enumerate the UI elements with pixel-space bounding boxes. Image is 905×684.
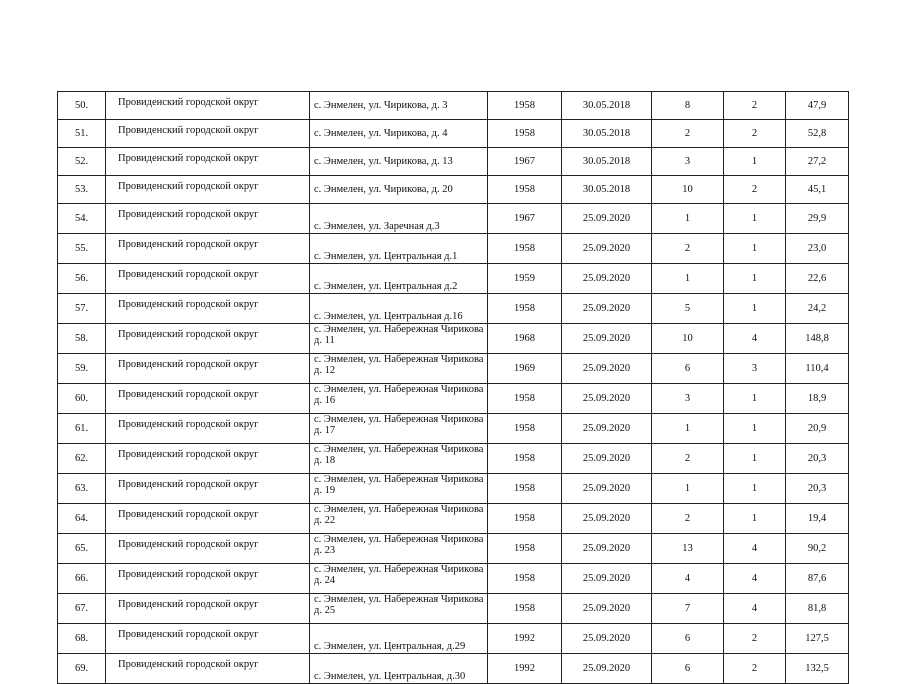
row-number-cell: 59. (58, 354, 106, 384)
build-year-cell: 1958 (488, 234, 562, 264)
recognition-date-cell: 25.09.2020 (562, 264, 652, 294)
flats-count-cell: 4 (724, 534, 786, 564)
flats-count-cell: 2 (724, 654, 786, 684)
area-cell: 27,2 (786, 148, 849, 176)
build-year-cell: 1958 (488, 444, 562, 474)
district-cell: Провиденский городской округ (106, 204, 310, 234)
table-row (58, 294, 849, 324)
table-row (58, 204, 849, 234)
recognition-date-cell: 25.09.2020 (562, 354, 652, 384)
district-cell: Провиденский городской округ (106, 120, 310, 148)
build-year-cell: 1967 (488, 204, 562, 234)
flats-count-cell: 1 (724, 234, 786, 264)
row-number-cell: 69. (58, 654, 106, 684)
flats-count-cell: 2 (724, 176, 786, 204)
address-cell: с. Энмелен, ул. Набережная Чирикова д. 12 (310, 354, 488, 384)
build-year-cell: 1992 (488, 654, 562, 684)
area-cell: 23,0 (786, 234, 849, 264)
area-cell: 45,1 (786, 176, 849, 204)
district-cell: Провиденский городской округ (106, 564, 310, 594)
table-row (58, 654, 849, 684)
row-number-cell: 54. (58, 204, 106, 234)
district-cell: Провиденский городской округ (106, 594, 310, 624)
district-cell: Провиденский городской округ (106, 414, 310, 444)
area-cell: 127,5 (786, 624, 849, 654)
row-number-cell: 62. (58, 444, 106, 474)
housing-registry-table (57, 91, 849, 684)
row-number-cell: 56. (58, 264, 106, 294)
area-cell: 29,9 (786, 204, 849, 234)
table-row (58, 504, 849, 534)
area-cell: 52,8 (786, 120, 849, 148)
build-year-cell: 1959 (488, 264, 562, 294)
address-cell: с. Энмелен, ул. Набережная Чирикова д. 16 (310, 384, 488, 414)
recognition-date-cell: 25.09.2020 (562, 654, 652, 684)
recognition-date-cell: 30.05.2018 (562, 120, 652, 148)
row-number-cell: 60. (58, 384, 106, 414)
address-cell: с. Энмелен, ул. Набережная Чирикова д. 19 (310, 474, 488, 504)
residents-count-cell: 2 (652, 120, 724, 148)
area-cell: 47,9 (786, 92, 849, 120)
residents-count-cell: 3 (652, 384, 724, 414)
residents-count-cell: 6 (652, 354, 724, 384)
table-row (58, 414, 849, 444)
build-year-cell: 1958 (488, 384, 562, 414)
residents-count-cell: 6 (652, 624, 724, 654)
row-number-cell: 68. (58, 624, 106, 654)
flats-count-cell: 1 (724, 384, 786, 414)
table-row (58, 148, 849, 176)
flats-count-cell: 4 (724, 564, 786, 594)
flats-count-cell: 4 (724, 594, 786, 624)
recognition-date-cell: 25.09.2020 (562, 384, 652, 414)
address-cell: с. Энмелен, ул. Набережная Чирикова д. 18 (310, 444, 488, 474)
flats-count-cell: 2 (724, 92, 786, 120)
address-cell: с. Энмелен, ул. Чирикова, д. 13 (310, 148, 488, 176)
flats-count-cell: 3 (724, 354, 786, 384)
build-year-cell: 1958 (488, 120, 562, 148)
recognition-date-cell: 25.09.2020 (562, 414, 652, 444)
district-cell: Провиденский городской округ (106, 624, 310, 654)
build-year-cell: 1968 (488, 324, 562, 354)
area-cell: 19,4 (786, 504, 849, 534)
address-cell: с. Энмелен, ул. Чирикова, д. 3 (310, 92, 488, 120)
address-cell: с. Энмелен, ул. Центральная д.16 (310, 294, 488, 324)
address-cell: с. Энмелен, ул. Набережная Чирикова д. 23 (310, 534, 488, 564)
recognition-date-cell: 25.09.2020 (562, 324, 652, 354)
table-row (58, 92, 849, 120)
district-cell: Провиденский городской округ (106, 234, 310, 264)
area-cell: 20,3 (786, 474, 849, 504)
address-cell: с. Энмелен, ул. Центральная, д.30 (310, 654, 488, 684)
build-year-cell: 1958 (488, 92, 562, 120)
table-body (58, 92, 849, 684)
address-cell: с. Энмелен, ул. Набережная Чирикова д. 22 (310, 504, 488, 534)
build-year-cell: 1958 (488, 564, 562, 594)
residents-count-cell: 10 (652, 176, 724, 204)
district-cell: Провиденский городской округ (106, 92, 310, 120)
table-row (58, 234, 849, 264)
flats-count-cell: 1 (724, 204, 786, 234)
address-cell: с. Энмелен, ул. Набережная Чирикова д. 25 (310, 594, 488, 624)
recognition-date-cell: 25.09.2020 (562, 204, 652, 234)
residents-count-cell: 1 (652, 204, 724, 234)
row-number-cell: 53. (58, 176, 106, 204)
table-row (58, 624, 849, 654)
address-cell: с. Энмелен, ул. Чирикова, д. 20 (310, 176, 488, 204)
district-cell: Провиденский городской округ (106, 148, 310, 176)
row-number-cell: 61. (58, 414, 106, 444)
residents-count-cell: 6 (652, 654, 724, 684)
residents-count-cell: 2 (652, 504, 724, 534)
area-cell: 87,6 (786, 564, 849, 594)
area-cell: 20,3 (786, 444, 849, 474)
area-cell: 22,6 (786, 264, 849, 294)
residents-count-cell: 8 (652, 92, 724, 120)
build-year-cell: 1992 (488, 624, 562, 654)
build-year-cell: 1967 (488, 148, 562, 176)
build-year-cell: 1958 (488, 474, 562, 504)
table-row (58, 264, 849, 294)
flats-count-cell: 1 (724, 414, 786, 444)
build-year-cell: 1969 (488, 354, 562, 384)
recognition-date-cell: 25.09.2020 (562, 444, 652, 474)
row-number-cell: 63. (58, 474, 106, 504)
row-number-cell: 55. (58, 234, 106, 264)
row-number-cell: 64. (58, 504, 106, 534)
district-cell: Провиденский городской округ (106, 384, 310, 414)
district-cell: Провиденский городской округ (106, 264, 310, 294)
address-cell: с. Энмелен, ул. Набережная Чирикова д. 17 (310, 414, 488, 444)
residents-count-cell: 7 (652, 594, 724, 624)
flats-count-cell: 1 (724, 264, 786, 294)
build-year-cell: 1958 (488, 176, 562, 204)
area-cell: 132,5 (786, 654, 849, 684)
address-cell: с. Энмелен, ул. Набережная Чирикова д. 11 (310, 324, 488, 354)
flats-count-cell: 2 (724, 120, 786, 148)
district-cell: Провиденский городской округ (106, 654, 310, 684)
district-cell: Провиденский городской округ (106, 504, 310, 534)
district-cell: Провиденский городской округ (106, 444, 310, 474)
residents-count-cell: 5 (652, 294, 724, 324)
flats-count-cell: 1 (724, 444, 786, 474)
table-row (58, 534, 849, 564)
table-row (58, 564, 849, 594)
recognition-date-cell: 25.09.2020 (562, 234, 652, 264)
area-cell: 24,2 (786, 294, 849, 324)
residents-count-cell: 4 (652, 564, 724, 594)
row-number-cell: 50. (58, 92, 106, 120)
recognition-date-cell: 30.05.2018 (562, 92, 652, 120)
recognition-date-cell: 25.09.2020 (562, 534, 652, 564)
area-cell: 18,9 (786, 384, 849, 414)
area-cell: 110,4 (786, 354, 849, 384)
row-number-cell: 67. (58, 594, 106, 624)
residents-count-cell: 2 (652, 444, 724, 474)
flats-count-cell: 1 (724, 504, 786, 534)
table-row (58, 474, 849, 504)
address-cell: с. Энмелен, ул. Центральная, д.29 (310, 624, 488, 654)
build-year-cell: 1958 (488, 504, 562, 534)
address-cell: с. Энмелен, ул. Центральная д.1 (310, 234, 488, 264)
row-number-cell: 51. (58, 120, 106, 148)
recognition-date-cell: 25.09.2020 (562, 624, 652, 654)
district-cell: Провиденский городской округ (106, 176, 310, 204)
district-cell: Провиденский городской округ (106, 474, 310, 504)
table-row (58, 384, 849, 414)
area-cell: 20,9 (786, 414, 849, 444)
recognition-date-cell: 25.09.2020 (562, 594, 652, 624)
residents-count-cell: 1 (652, 264, 724, 294)
build-year-cell: 1958 (488, 594, 562, 624)
district-cell: Провиденский городской округ (106, 324, 310, 354)
area-cell: 90,2 (786, 534, 849, 564)
row-number-cell: 66. (58, 564, 106, 594)
area-cell: 148,8 (786, 324, 849, 354)
build-year-cell: 1958 (488, 534, 562, 564)
flats-count-cell: 2 (724, 624, 786, 654)
table-row (58, 594, 849, 624)
residents-count-cell: 13 (652, 534, 724, 564)
recognition-date-cell: 25.09.2020 (562, 474, 652, 504)
row-number-cell: 58. (58, 324, 106, 354)
flats-count-cell: 4 (724, 324, 786, 354)
address-cell: с. Энмелен, ул. Набережная Чирикова д. 24 (310, 564, 488, 594)
flats-count-cell: 1 (724, 148, 786, 176)
district-cell: Провиденский городской округ (106, 354, 310, 384)
row-number-cell: 57. (58, 294, 106, 324)
residents-count-cell: 2 (652, 234, 724, 264)
district-cell: Провиденский городской округ (106, 294, 310, 324)
table-row (58, 324, 849, 354)
table-row (58, 176, 849, 204)
table-row (58, 354, 849, 384)
address-cell: с. Энмелен, ул. Чирикова, д. 4 (310, 120, 488, 148)
build-year-cell: 1958 (488, 414, 562, 444)
residents-count-cell: 10 (652, 324, 724, 354)
row-number-cell: 52. (58, 148, 106, 176)
address-cell: с. Энмелен, ул. Заречная д.3 (310, 204, 488, 234)
address-cell: с. Энмелен, ул. Центральная д.2 (310, 264, 488, 294)
recognition-date-cell: 25.09.2020 (562, 504, 652, 534)
recognition-date-cell: 25.09.2020 (562, 294, 652, 324)
residents-count-cell: 1 (652, 414, 724, 444)
build-year-cell: 1958 (488, 294, 562, 324)
area-cell: 81,8 (786, 594, 849, 624)
recognition-date-cell: 30.05.2018 (562, 176, 652, 204)
flats-count-cell: 1 (724, 474, 786, 504)
residents-count-cell: 3 (652, 148, 724, 176)
row-number-cell: 65. (58, 534, 106, 564)
residents-count-cell: 1 (652, 474, 724, 504)
recognition-date-cell: 25.09.2020 (562, 564, 652, 594)
recognition-date-cell: 30.05.2018 (562, 148, 652, 176)
district-cell: Провиденский городской округ (106, 534, 310, 564)
table-row (58, 120, 849, 148)
flats-count-cell: 1 (724, 294, 786, 324)
table-row (58, 444, 849, 474)
